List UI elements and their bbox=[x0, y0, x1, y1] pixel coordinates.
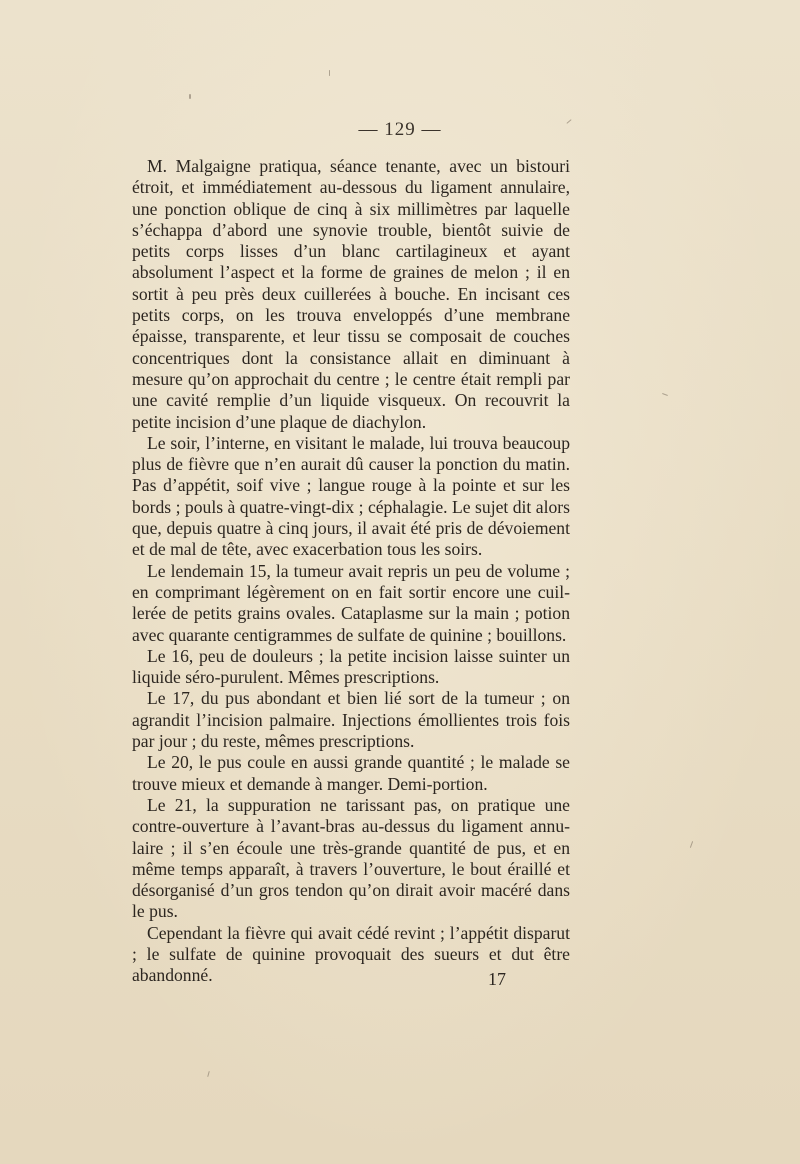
paper-speck bbox=[207, 1071, 210, 1077]
paper-speck bbox=[329, 70, 330, 76]
paragraph: Le 20, le pus coule en aussi grande quantité ; le malade se trouve mieux et demande à manger. Demi-portion. bbox=[132, 752, 570, 794]
paragraph: M. Malgaigne pratiqua, séance tenante, avec un bistouri étroit, et immédiatement au-dessous du ligament annulaire, une ponction oblique de cinq à six millimètres par laquelle s’échappa d’abord une synovie trouble, bientôt suivie de petits corps lisses d’un blanc cartilagineux et ayant absolument l’aspect et la forme de graines de melon ; il en sortit à peu près deux cuillerées à bouche. En incisant ces petits corps, on les trouva enveloppés d’une membrane épaisse, transparente, et leur tissu se composait de couches concentriques dont la consistance allait en diminuant à mesure qu’on approchait du centre ; le centre était rempli par une cavité remplie d’un liquide visqueux. On recouvrit la petite incision d’une plaque de diachylon. bbox=[132, 156, 570, 432]
paragraph: Le 17, du pus abondant et bien lié sort de la tumeur ; on agrandit l’incision palmaire. Injections émollientes trois fois par jour ; du reste, mêmes prescriptions. bbox=[132, 688, 570, 752]
paragraph: Le soir, l’interne, en visitant le malade, lui trouva beaucoup plus de fièvre que n’en aurait dû causer la ponction du matin. Pas d’appétit, soif vive ; langue rouge à la pointe et sur les bords ; pouls à quatre-vingt-dix ; céphalagie. Le sujet dit alors que, depuis quatre à cinq jours, il avait été pris de dévoiement et de mal de tête, avec exacerbation tous les soirs. bbox=[132, 432, 570, 560]
page-number: — 129 — bbox=[358, 119, 442, 140]
paragraph: Le 16, peu de douleurs ; la petite incision laisse suinter un liquide séro-purulent. Mêmes prescriptions. bbox=[132, 645, 570, 688]
paper-speck bbox=[662, 393, 668, 396]
paragraph: Le lendemain 15, la tumeur avait repris un peu de volume ; en comprimant légèrement on en fait sortir encore une cuillerée de petits grains ovales. Cataplasme sur la main ; potion avec quarante centigrammes de sulfate de quinine ; bouillons. bbox=[132, 560, 570, 645]
body-text bbox=[132, 156, 570, 987]
paper-speck bbox=[189, 94, 191, 99]
signature-mark: 17 bbox=[488, 969, 506, 989]
paper-speck bbox=[690, 841, 693, 848]
paragraph: Cependant la fièvre qui avait cédé revint ; l’appétit disparut ; le sulfate de quinine provoquait des sueurs et dut être abandonné. bbox=[132, 922, 570, 986]
paragraph: Le 21, la suppuration ne tarissant pas, on pratique une contre-ouverture à l’avant-bras au-dessus du ligament annulaire ; il s’en écoule une très-grande quantité de pus, et en même temps apparaît, à travers l’ouverture, le bout éraillé et désorganisé d’un gros tendon qu’on dirait avoir macéré dans le pus. bbox=[132, 794, 570, 922]
